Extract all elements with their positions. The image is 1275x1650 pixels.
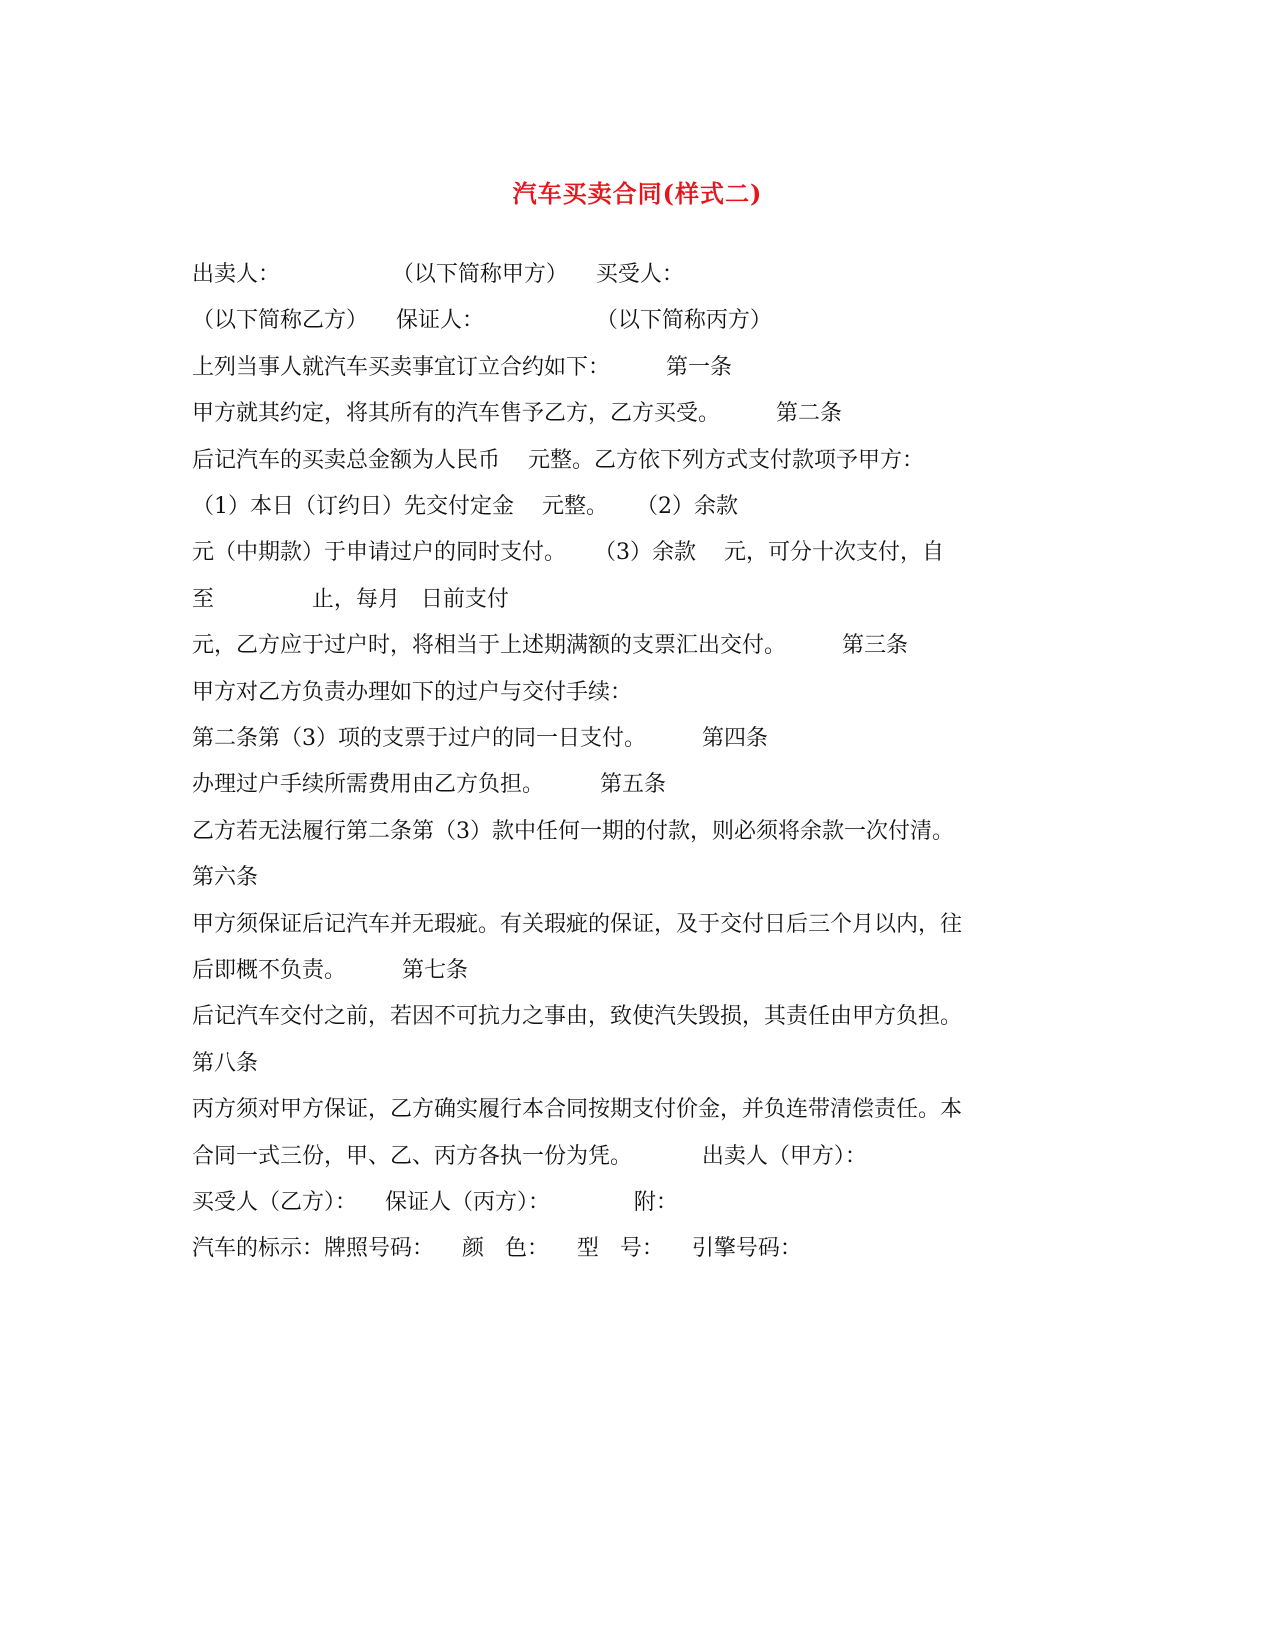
document-title: 汽车买卖合同(样式二) <box>512 179 763 208</box>
body-line: 汽车的标示：牌照号码： 颜 色： 型 号： 引擎号码： <box>192 1236 802 1262</box>
body-line: 甲方须保证后记汽车并无瑕疵。有关瑕疵的保证，及于交付日后三个月以内，往 <box>192 911 963 937</box>
body-line: 上列当事人就汽车买卖事宜订立合约如下： 第一条 <box>192 354 732 380</box>
body-line: 第六条 <box>192 865 259 891</box>
body-line: 出卖人： （以下简称甲方） 买受人： <box>192 262 684 287</box>
body-line: 后记汽车的买卖总金额为人民币 元整。乙方依下列方式支付款项予甲方： <box>192 447 924 473</box>
body-line: （1）本日（订约日）先交付定金 元整。 （2）余款 <box>192 494 738 519</box>
body-line: 后即概不负责。 第七条 <box>192 958 468 983</box>
body-line: 第八条 <box>192 1050 259 1076</box>
body-line: 合同一式三份，甲、乙、丙方各执一份为凭。 出卖人（甲方）： <box>192 1143 867 1169</box>
body-line: 办理过户手续所需费用由乙方负担。 第五条 <box>192 772 666 798</box>
body-line: 甲方对乙方负责办理如下的过户与交付手续： <box>192 679 633 705</box>
body-line: （以下简称乙方） 保证人： （以下简称丙方） <box>192 308 772 334</box>
body-line: 买受人（乙方）： 保证人（丙方）： 附： <box>192 1190 678 1215</box>
body-line: 丙方须对甲方保证，乙方确实履行本合同按期支付价金，并负连带清偿责任。本 <box>192 1097 963 1123</box>
body-line: 乙方若无法履行第二条第（3）款中任何一期的付款，则必须将余款一次付清。 <box>192 818 954 844</box>
body-line: 第二条第（3）项的支票于过户的同一日支付。 第四条 <box>192 726 768 751</box>
body-line: 甲方就其约定，将其所有的汽车售予乙方，乙方买受。 第二条 <box>192 401 842 427</box>
body-line: 后记汽车交付之前，若因不可抗力之事由，致使汽失毁损，其责任由甲方负担。 <box>192 1004 963 1030</box>
body-line: 至 止，每月 日前支付 <box>192 586 509 612</box>
body-line: 元（中期款）于申请过户的同时支付。 （3）余款 元，可分十次支付，自 <box>192 540 944 566</box>
body-line: 元，乙方应于过户时，将相当于上述期满额的支票汇出交付。 第三条 <box>192 633 908 659</box>
